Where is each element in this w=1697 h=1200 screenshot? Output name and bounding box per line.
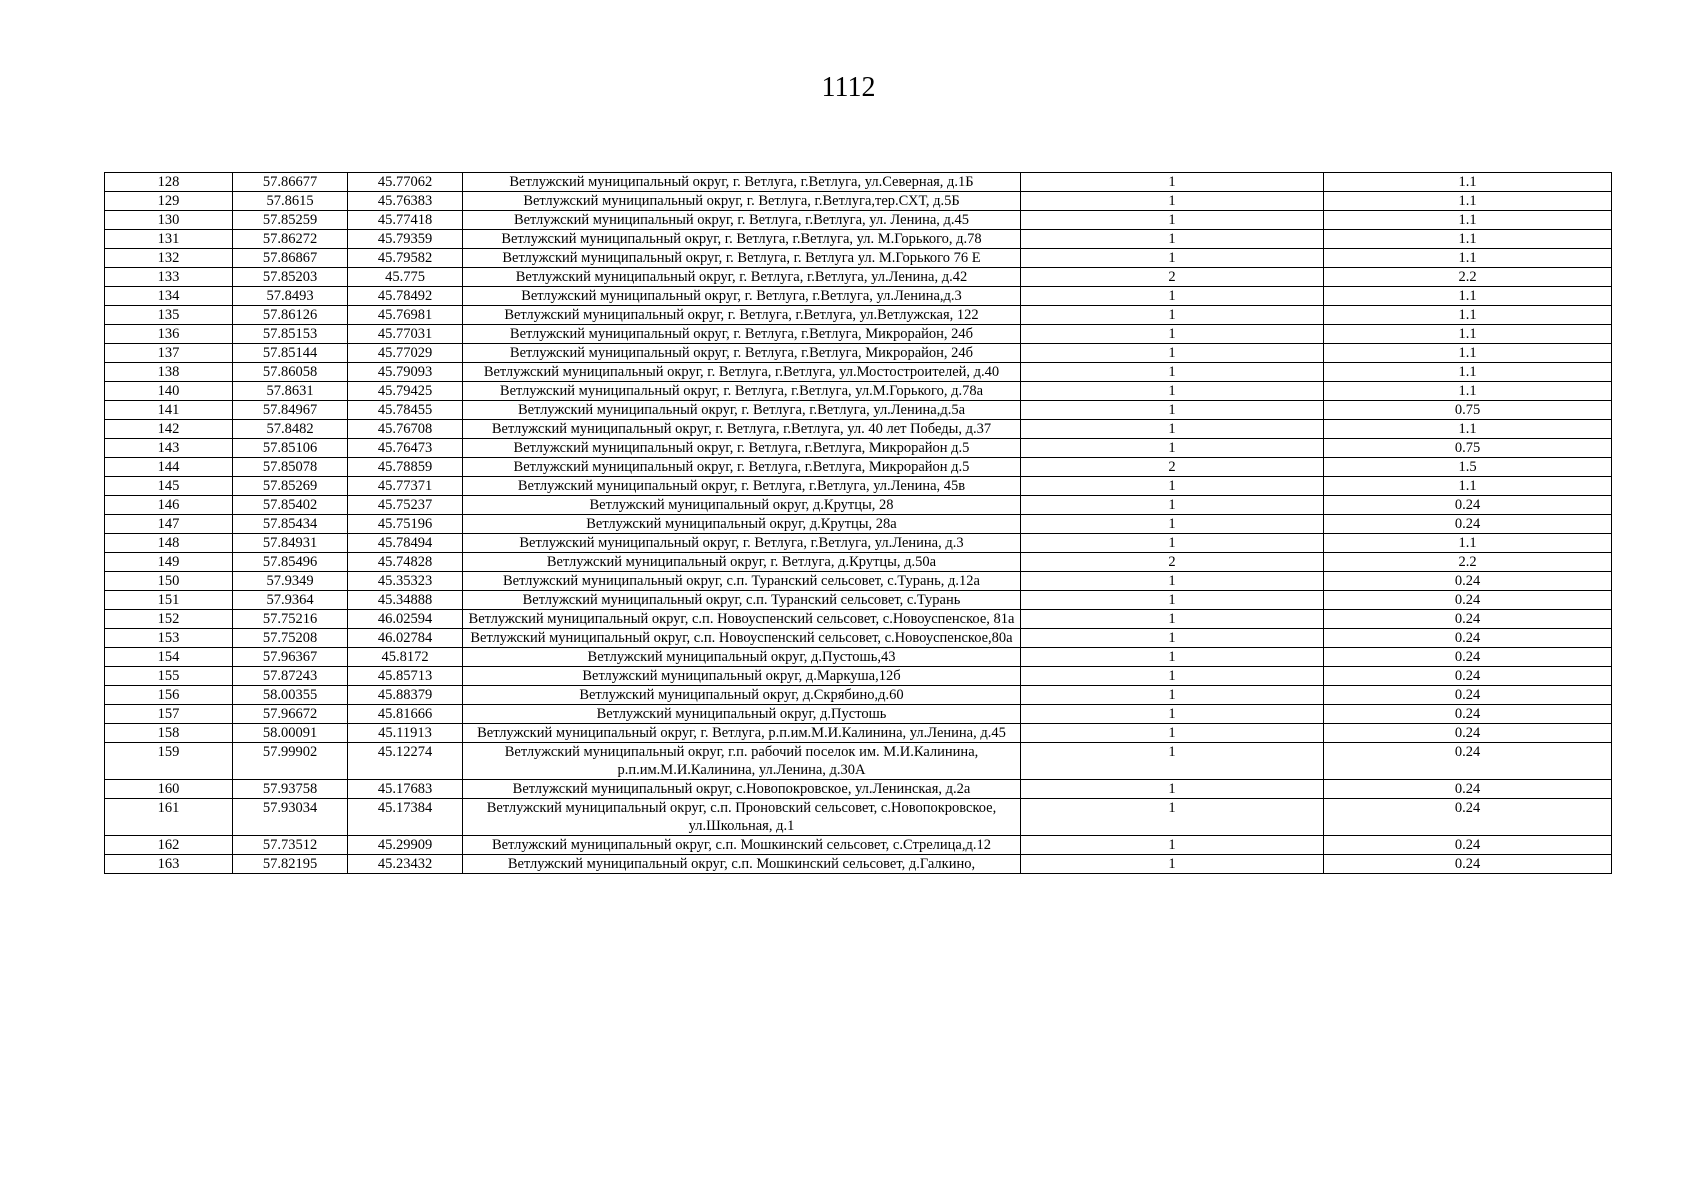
cell-volume: 1.1 xyxy=(1324,344,1612,363)
cell-container-count: 1 xyxy=(1021,192,1324,211)
table-row xyxy=(105,401,1612,420)
cell-address: Ветлужский муниципальный округ, г. Ветлуга, г.Ветлуга, Микрорайон, 24б xyxy=(463,325,1021,344)
cell-container-count: 1 xyxy=(1021,496,1324,515)
table-row xyxy=(105,836,1612,855)
table-row xyxy=(105,629,1612,648)
cell-number: 144 xyxy=(105,458,233,477)
cell-volume: 2.2 xyxy=(1324,553,1612,572)
cell-address: Ветлужский муниципальный округ, с.п. Мошкинский сельсовет, д.Галкино, xyxy=(463,855,1021,874)
cell-longitude: 45.76708 xyxy=(348,420,463,439)
table-row xyxy=(105,249,1612,268)
cell-container-count: 1 xyxy=(1021,173,1324,192)
cell-volume: 0.24 xyxy=(1324,780,1612,799)
cell-container-count: 1 xyxy=(1021,306,1324,325)
cell-number: 155 xyxy=(105,667,233,686)
cell-latitude: 57.8615 xyxy=(233,192,348,211)
cell-volume: 0.24 xyxy=(1324,667,1612,686)
cell-latitude: 57.75216 xyxy=(233,610,348,629)
cell-number: 159 xyxy=(105,743,233,780)
table-row xyxy=(105,686,1612,705)
cell-address: Ветлужский муниципальный округ, г. Ветлуга, г.Ветлуга, ул.Ленина, д.3 xyxy=(463,534,1021,553)
cell-number: 148 xyxy=(105,534,233,553)
cell-latitude: 57.8493 xyxy=(233,287,348,306)
cell-container-count: 1 xyxy=(1021,325,1324,344)
table-row xyxy=(105,724,1612,743)
table-row xyxy=(105,420,1612,439)
cell-volume: 0.75 xyxy=(1324,401,1612,420)
cell-number: 130 xyxy=(105,211,233,230)
cell-address: Ветлужский муниципальный округ, с.п. Туранский сельсовет, с.Турань xyxy=(463,591,1021,610)
cell-volume: 1.5 xyxy=(1324,458,1612,477)
cell-longitude: 45.12274 xyxy=(348,743,463,780)
cell-volume: 1.1 xyxy=(1324,382,1612,401)
cell-latitude: 57.87243 xyxy=(233,667,348,686)
cell-address: Ветлужский муниципальный округ, г. Ветлуга, г.Ветлуга, Микрорайон, 24б xyxy=(463,344,1021,363)
cell-longitude: 45.79093 xyxy=(348,363,463,382)
table-row xyxy=(105,230,1612,249)
cell-number: 156 xyxy=(105,686,233,705)
cell-number: 160 xyxy=(105,780,233,799)
cell-longitude: 45.77418 xyxy=(348,211,463,230)
cell-longitude: 45.78494 xyxy=(348,534,463,553)
cell-number: 129 xyxy=(105,192,233,211)
table-row xyxy=(105,363,1612,382)
cell-container-count: 1 xyxy=(1021,534,1324,553)
cell-volume: 0.24 xyxy=(1324,836,1612,855)
cell-number: 140 xyxy=(105,382,233,401)
cell-number: 150 xyxy=(105,572,233,591)
cell-latitude: 57.86272 xyxy=(233,230,348,249)
cell-container-count: 2 xyxy=(1021,553,1324,572)
cell-number: 149 xyxy=(105,553,233,572)
cell-latitude: 57.85402 xyxy=(233,496,348,515)
cell-number: 147 xyxy=(105,515,233,534)
cell-longitude: 46.02594 xyxy=(348,610,463,629)
cell-longitude: 45.79425 xyxy=(348,382,463,401)
cell-latitude: 57.75208 xyxy=(233,629,348,648)
cell-longitude: 45.11913 xyxy=(348,724,463,743)
cell-latitude: 57.85496 xyxy=(233,553,348,572)
cell-volume: 0.24 xyxy=(1324,686,1612,705)
cell-address: Ветлужский муниципальный округ, с.п. Туранский сельсовет, с.Турань, д.12а xyxy=(463,572,1021,591)
cell-volume: 1.1 xyxy=(1324,192,1612,211)
table-row xyxy=(105,211,1612,230)
cell-number: 128 xyxy=(105,173,233,192)
cell-volume: 1.1 xyxy=(1324,420,1612,439)
cell-longitude: 45.79582 xyxy=(348,249,463,268)
cell-volume: 1.1 xyxy=(1324,173,1612,192)
cell-latitude: 57.99902 xyxy=(233,743,348,780)
cell-container-count: 1 xyxy=(1021,439,1324,458)
cell-volume: 0.24 xyxy=(1324,705,1612,724)
table-row xyxy=(105,477,1612,496)
cell-number: 154 xyxy=(105,648,233,667)
cell-address: Ветлужский муниципальный округ, г. Ветлуга, г. Ветлуга ул. М.Горького 76 Е xyxy=(463,249,1021,268)
cell-number: 163 xyxy=(105,855,233,874)
cell-latitude: 57.8482 xyxy=(233,420,348,439)
cell-volume: 1.1 xyxy=(1324,306,1612,325)
cell-volume: 0.24 xyxy=(1324,610,1612,629)
cell-number: 138 xyxy=(105,363,233,382)
cell-address: Ветлужский муниципальный округ, г. Ветлуга, г.Ветлуга,тер.СХТ, д.5Б xyxy=(463,192,1021,211)
cell-container-count: 2 xyxy=(1021,458,1324,477)
cell-container-count: 1 xyxy=(1021,591,1324,610)
table-row xyxy=(105,648,1612,667)
cell-container-count: 1 xyxy=(1021,686,1324,705)
cell-container-count: 1 xyxy=(1021,287,1324,306)
table-row xyxy=(105,780,1612,799)
cell-longitude: 45.79359 xyxy=(348,230,463,249)
cell-container-count: 1 xyxy=(1021,780,1324,799)
table-row xyxy=(105,268,1612,287)
cell-latitude: 57.85269 xyxy=(233,477,348,496)
cell-container-count: 1 xyxy=(1021,363,1324,382)
table-row xyxy=(105,515,1612,534)
cell-volume: 1.1 xyxy=(1324,534,1612,553)
cell-latitude: 57.85203 xyxy=(233,268,348,287)
cell-container-count: 1 xyxy=(1021,705,1324,724)
cell-address: Ветлужский муниципальный округ, г. Ветлуга, г.Ветлуга, ул.Ветлужская, 122 xyxy=(463,306,1021,325)
cell-latitude: 58.00355 xyxy=(233,686,348,705)
cell-latitude: 57.86677 xyxy=(233,173,348,192)
cell-number: 157 xyxy=(105,705,233,724)
cell-address: Ветлужский муниципальный округ, д.Крутцы, 28 xyxy=(463,496,1021,515)
cell-number: 135 xyxy=(105,306,233,325)
container-sites-table xyxy=(104,172,1612,874)
cell-longitude: 45.34888 xyxy=(348,591,463,610)
cell-address: Ветлужский муниципальный округ, д.Пустошь,43 xyxy=(463,648,1021,667)
cell-container-count: 1 xyxy=(1021,344,1324,363)
cell-latitude: 57.73512 xyxy=(233,836,348,855)
cell-latitude: 57.93034 xyxy=(233,799,348,836)
cell-volume: 1.1 xyxy=(1324,363,1612,382)
cell-volume: 2.2 xyxy=(1324,268,1612,287)
cell-volume: 1.1 xyxy=(1324,211,1612,230)
cell-longitude: 45.88379 xyxy=(348,686,463,705)
cell-container-count: 1 xyxy=(1021,610,1324,629)
cell-volume: 0.24 xyxy=(1324,515,1612,534)
cell-address: Ветлужский муниципальный округ, г. Ветлуга, г.Ветлуга, ул.М.Горького, д.78а xyxy=(463,382,1021,401)
cell-container-count: 1 xyxy=(1021,382,1324,401)
cell-longitude: 45.81666 xyxy=(348,705,463,724)
cell-address: Ветлужский муниципальный округ, г. Ветлуга, г.Ветлуга, ул.Ленина, д.42 xyxy=(463,268,1021,287)
cell-volume: 0.24 xyxy=(1324,799,1612,836)
cell-volume: 0.24 xyxy=(1324,572,1612,591)
cell-container-count: 1 xyxy=(1021,648,1324,667)
cell-volume: 1.1 xyxy=(1324,230,1612,249)
cell-address: Ветлужский муниципальный округ, г. Ветлуга, г.Ветлуга, ул. М.Горького, д.78 xyxy=(463,230,1021,249)
cell-latitude: 57.85434 xyxy=(233,515,348,534)
cell-container-count: 1 xyxy=(1021,401,1324,420)
cell-container-count: 1 xyxy=(1021,836,1324,855)
cell-container-count: 1 xyxy=(1021,667,1324,686)
cell-address: Ветлужский муниципальный округ, д.Пустошь xyxy=(463,705,1021,724)
cell-latitude: 57.85153 xyxy=(233,325,348,344)
cell-longitude: 46.02784 xyxy=(348,629,463,648)
cell-address: Ветлужский муниципальный округ, г. Ветлуга, г.Ветлуга, ул.Мостостроителей, д.40 xyxy=(463,363,1021,382)
table-row xyxy=(105,344,1612,363)
cell-address: Ветлужский муниципальный округ, г. Ветлуга, г.Ветлуга, ул.Северная, д.1Б xyxy=(463,173,1021,192)
cell-number: 161 xyxy=(105,799,233,836)
cell-number: 146 xyxy=(105,496,233,515)
cell-volume: 0.24 xyxy=(1324,496,1612,515)
cell-longitude: 45.78492 xyxy=(348,287,463,306)
cell-container-count: 1 xyxy=(1021,249,1324,268)
cell-longitude: 45.8172 xyxy=(348,648,463,667)
cell-number: 141 xyxy=(105,401,233,420)
cell-latitude: 57.84931 xyxy=(233,534,348,553)
cell-volume: 0.24 xyxy=(1324,855,1612,874)
cell-longitude: 45.77029 xyxy=(348,344,463,363)
cell-volume: 1.1 xyxy=(1324,477,1612,496)
cell-address: Ветлужский муниципальный округ, д.Скрябино,д.60 xyxy=(463,686,1021,705)
cell-number: 153 xyxy=(105,629,233,648)
cell-longitude: 45.35323 xyxy=(348,572,463,591)
cell-latitude: 57.96672 xyxy=(233,705,348,724)
cell-latitude: 57.96367 xyxy=(233,648,348,667)
cell-latitude: 57.85106 xyxy=(233,439,348,458)
page-number: 1112 xyxy=(821,72,876,103)
cell-address: Ветлужский муниципальный округ, г. Ветлуга, д.Крутцы, д.50а xyxy=(463,553,1021,572)
cell-container-count: 1 xyxy=(1021,572,1324,591)
cell-latitude: 57.84967 xyxy=(233,401,348,420)
cell-volume: 0.24 xyxy=(1324,591,1612,610)
cell-address: Ветлужский муниципальный округ, д.Крутцы, 28а xyxy=(463,515,1021,534)
cell-number: 136 xyxy=(105,325,233,344)
cell-longitude: 45.74828 xyxy=(348,553,463,572)
table-row xyxy=(105,553,1612,572)
cell-address: Ветлужский муниципальный округ, с.п. Мошкинский сельсовет, с.Стрелица,д.12 xyxy=(463,836,1021,855)
cell-number: 131 xyxy=(105,230,233,249)
cell-latitude: 57.86867 xyxy=(233,249,348,268)
cell-address: Ветлужский муниципальный округ, г. Ветлуга, г.Ветлуга, Микрорайон д.5 xyxy=(463,458,1021,477)
table-row xyxy=(105,496,1612,515)
cell-container-count: 1 xyxy=(1021,855,1324,874)
cell-latitude: 57.9364 xyxy=(233,591,348,610)
cell-longitude: 45.17683 xyxy=(348,780,463,799)
table-row xyxy=(105,572,1612,591)
cell-address: Ветлужский муниципальный округ, г. Ветлуга, г.Ветлуга, ул. 40 лет Победы, д.37 xyxy=(463,420,1021,439)
cell-container-count: 1 xyxy=(1021,420,1324,439)
cell-number: 162 xyxy=(105,836,233,855)
cell-longitude: 45.17384 xyxy=(348,799,463,836)
cell-container-count: 1 xyxy=(1021,211,1324,230)
cell-longitude: 45.78859 xyxy=(348,458,463,477)
cell-latitude: 57.9349 xyxy=(233,572,348,591)
cell-address: Ветлужский муниципальный округ, г.п. рабочий поселок им. М.И.Калинина, р.п.им.М.И.Калинина, ул.Ленина, д.30А xyxy=(463,743,1021,780)
table-body xyxy=(105,173,1612,874)
cell-address: Ветлужский муниципальный округ, г. Ветлуга, г.Ветлуга, ул.Ленина,д.5а xyxy=(463,401,1021,420)
cell-longitude: 45.77031 xyxy=(348,325,463,344)
cell-volume: 0.75 xyxy=(1324,439,1612,458)
cell-number: 132 xyxy=(105,249,233,268)
cell-number: 152 xyxy=(105,610,233,629)
cell-latitude: 57.8631 xyxy=(233,382,348,401)
cell-number: 145 xyxy=(105,477,233,496)
table-row xyxy=(105,287,1612,306)
cell-longitude: 45.75237 xyxy=(348,496,463,515)
cell-address: Ветлужский муниципальный округ, с.п. Проновский сельсовет, с.Новопокровское, ул.Школьная, д.1 xyxy=(463,799,1021,836)
table-row xyxy=(105,610,1612,629)
cell-latitude: 57.85259 xyxy=(233,211,348,230)
cell-address: Ветлужский муниципальный округ, с.п. Новоуспенский сельсовет, с.Новоуспенское,80а xyxy=(463,629,1021,648)
table-row xyxy=(105,325,1612,344)
cell-latitude: 57.86126 xyxy=(233,306,348,325)
table-row xyxy=(105,382,1612,401)
cell-longitude: 45.76383 xyxy=(348,192,463,211)
table-row xyxy=(105,855,1612,874)
table-row xyxy=(105,439,1612,458)
table-row xyxy=(105,306,1612,325)
cell-latitude: 57.85078 xyxy=(233,458,348,477)
cell-longitude: 45.77062 xyxy=(348,173,463,192)
table-row xyxy=(105,667,1612,686)
cell-container-count: 1 xyxy=(1021,515,1324,534)
cell-number: 143 xyxy=(105,439,233,458)
cell-number: 142 xyxy=(105,420,233,439)
cell-volume: 1.1 xyxy=(1324,249,1612,268)
cell-volume: 0.24 xyxy=(1324,629,1612,648)
cell-number: 133 xyxy=(105,268,233,287)
cell-volume: 0.24 xyxy=(1324,724,1612,743)
table-row xyxy=(105,799,1612,836)
cell-address: Ветлужский муниципальный округ, с.Новопокровское, ул.Ленинская, д.2а xyxy=(463,780,1021,799)
table-row xyxy=(105,743,1612,780)
table-row xyxy=(105,591,1612,610)
cell-longitude: 45.76981 xyxy=(348,306,463,325)
cell-longitude: 45.85713 xyxy=(348,667,463,686)
cell-number: 137 xyxy=(105,344,233,363)
table-row xyxy=(105,192,1612,211)
cell-volume: 0.24 xyxy=(1324,648,1612,667)
cell-container-count: 1 xyxy=(1021,743,1324,780)
cell-address: Ветлужский муниципальный округ, г. Ветлуга, г.Ветлуга, Микрорайон д.5 xyxy=(463,439,1021,458)
cell-container-count: 1 xyxy=(1021,230,1324,249)
cell-container-count: 1 xyxy=(1021,477,1324,496)
table-row xyxy=(105,534,1612,553)
table-row xyxy=(105,458,1612,477)
cell-address: Ветлужский муниципальный округ, с.п. Новоуспенский сельсовет, с.Новоуспенское, 81а xyxy=(463,610,1021,629)
cell-address: Ветлужский муниципальный округ, г. Ветлуга, г.Ветлуга, ул.Ленина,д.3 xyxy=(463,287,1021,306)
cell-address: Ветлужский муниципальный округ, г. Ветлуга, р.п.им.М.И.Калинина, ул.Ленина, д.45 xyxy=(463,724,1021,743)
cell-volume: 1.1 xyxy=(1324,287,1612,306)
cell-longitude: 45.76473 xyxy=(348,439,463,458)
cell-longitude: 45.78455 xyxy=(348,401,463,420)
cell-container-count: 2 xyxy=(1021,268,1324,287)
cell-latitude: 57.86058 xyxy=(233,363,348,382)
cell-longitude: 45.23432 xyxy=(348,855,463,874)
cell-volume: 1.1 xyxy=(1324,325,1612,344)
cell-container-count: 1 xyxy=(1021,724,1324,743)
cell-longitude: 45.77371 xyxy=(348,477,463,496)
cell-latitude: 58.00091 xyxy=(233,724,348,743)
cell-number: 134 xyxy=(105,287,233,306)
cell-address: Ветлужский муниципальный округ, г. Ветлуга, г.Ветлуга, ул.Ленина, 45в xyxy=(463,477,1021,496)
cell-latitude: 57.93758 xyxy=(233,780,348,799)
cell-container-count: 1 xyxy=(1021,629,1324,648)
table-row xyxy=(105,173,1612,192)
cell-longitude: 45.75196 xyxy=(348,515,463,534)
table-row xyxy=(105,705,1612,724)
cell-longitude: 45.29909 xyxy=(348,836,463,855)
cell-number: 158 xyxy=(105,724,233,743)
cell-container-count: 1 xyxy=(1021,799,1324,836)
cell-number: 151 xyxy=(105,591,233,610)
cell-latitude: 57.85144 xyxy=(233,344,348,363)
cell-latitude: 57.82195 xyxy=(233,855,348,874)
cell-address: Ветлужский муниципальный округ, г. Ветлуга, г.Ветлуга, ул. Ленина, д.45 xyxy=(463,211,1021,230)
cell-address: Ветлужский муниципальный округ, д.Маркуша,12б xyxy=(463,667,1021,686)
cell-longitude: 45.775 xyxy=(348,268,463,287)
cell-volume: 0.24 xyxy=(1324,743,1612,780)
